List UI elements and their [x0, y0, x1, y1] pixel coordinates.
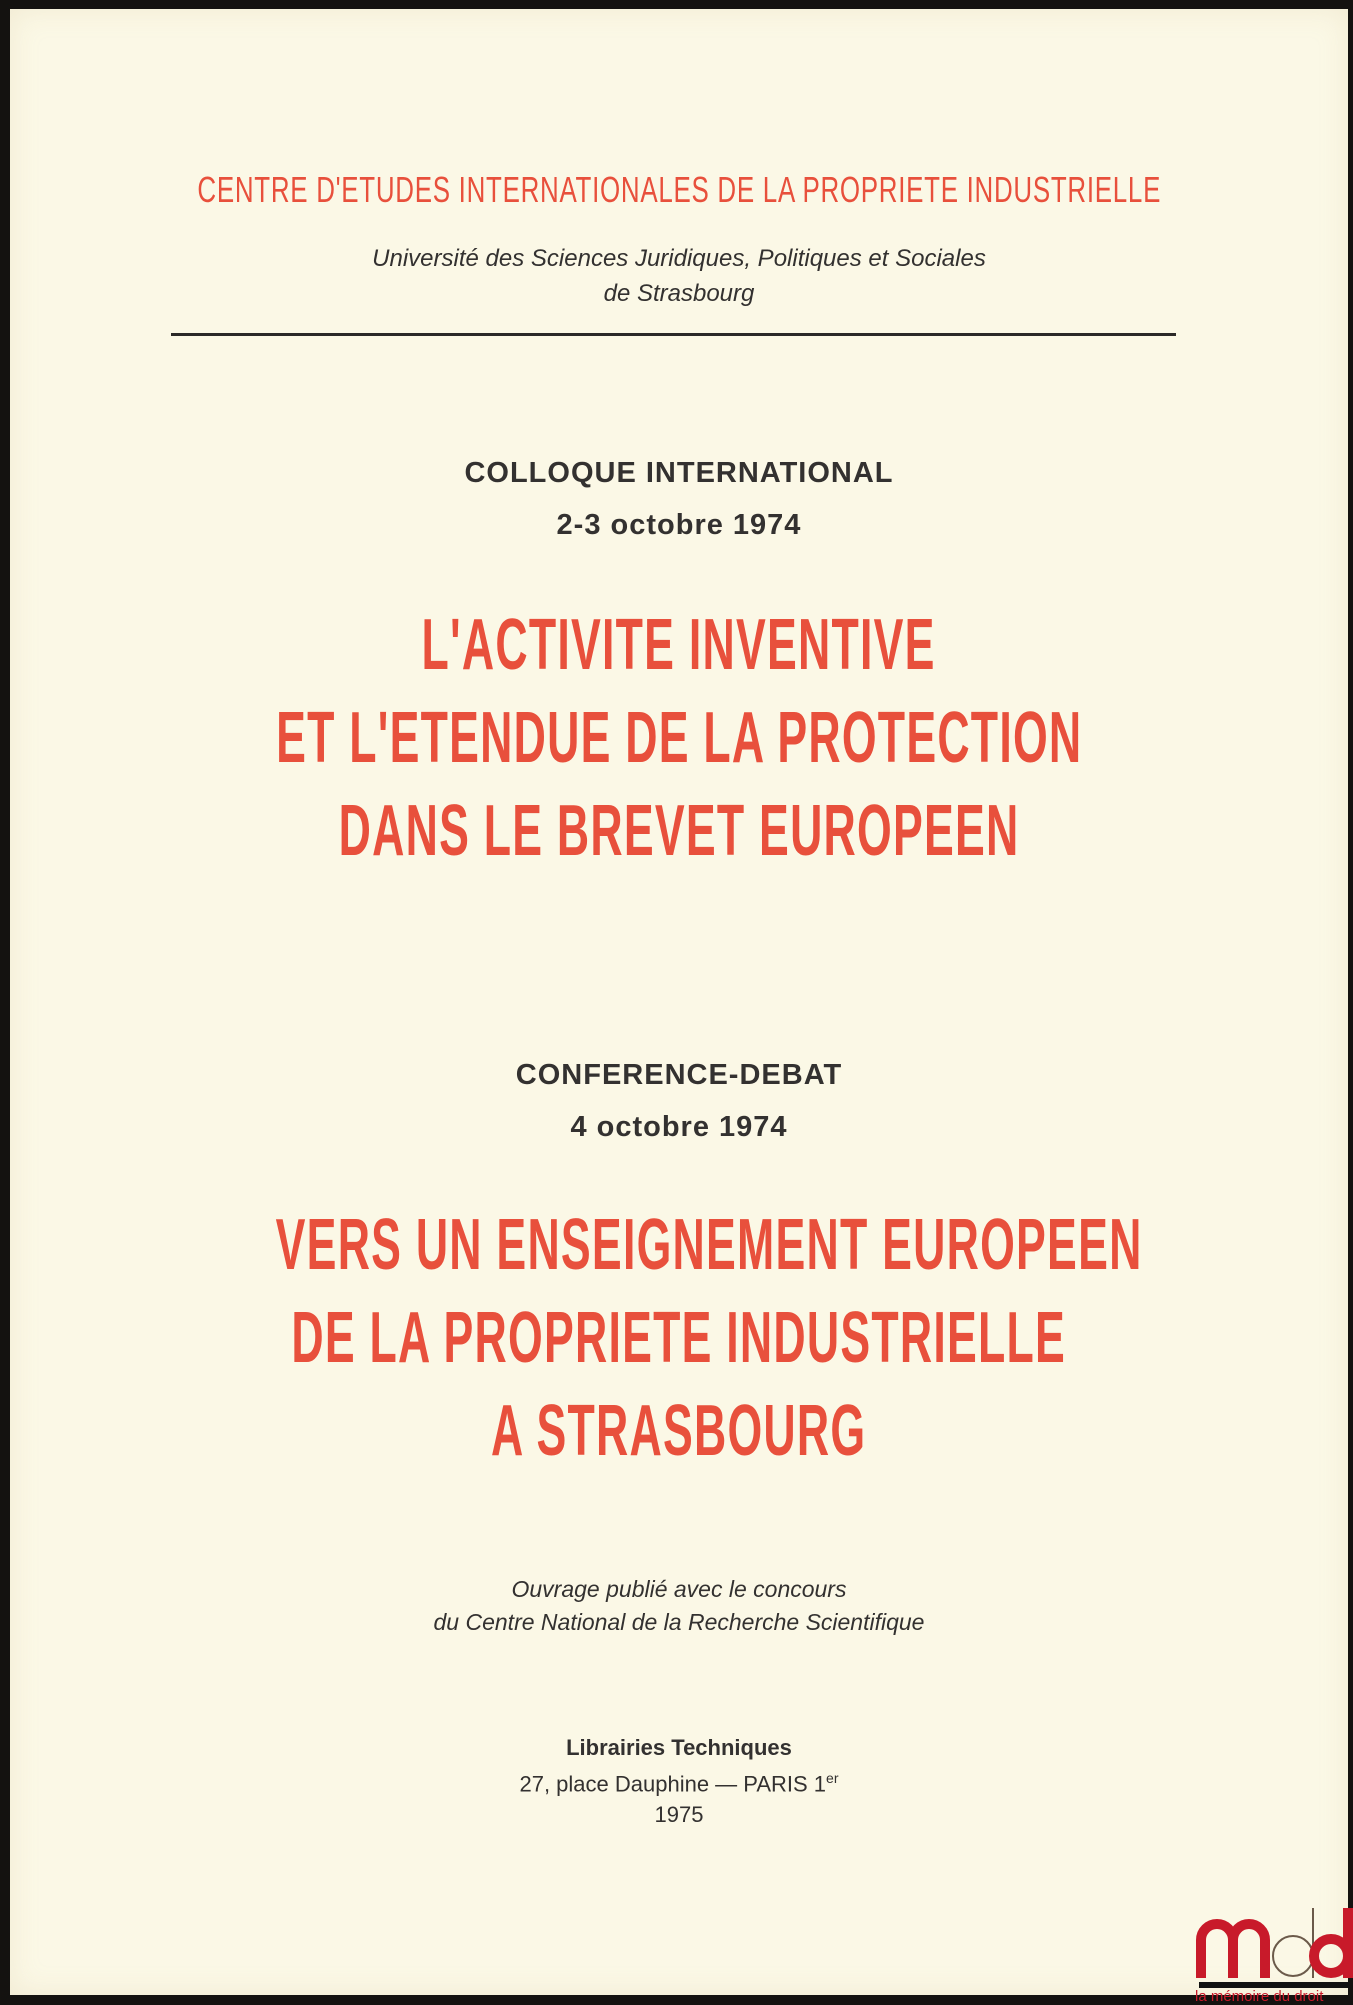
mdd-logo-icon	[1195, 1898, 1353, 1982]
colloque-title-line: DANS LE BREVET EUROPEEN	[338, 791, 1020, 871]
institution-name: CENTRE D'ETUDES INTERNATIONALES DE LA PROPRIETE INDUSTRIELLE	[197, 169, 1162, 210]
mdd-watermark-logo	[1195, 1898, 1353, 2005]
publisher-block	[10, 1732, 1348, 1830]
publication-year: 1975	[654, 1802, 704, 1828]
colloque-title	[10, 599, 1348, 878]
colloque-title-line: L'ACTIVITE INVENTIVE	[421, 605, 937, 685]
colloque-title-line: ET L'ETENDUE DE LA PROTECTION	[275, 698, 1083, 778]
support-line-1: Ouvrage publié avec le concours	[511, 1576, 847, 1602]
conference-title	[10, 1199, 1348, 1478]
conference-title-line: VERS UN ENSEIGNEMENT EUROPEEN	[275, 1205, 1143, 1285]
colloque-label: COLLOQUE INTERNATIONAL	[464, 457, 894, 489]
publisher-address: 27, place Dauphine — PARIS 1er	[519, 1770, 839, 1797]
book-cover	[10, 9, 1348, 1995]
logo-tagline: la mémoire du droit	[1195, 1988, 1324, 2005]
support-note	[10, 1573, 1348, 1639]
conference-heading	[10, 1049, 1348, 1153]
support-line-2: du Centre National de la Recherche Scientifique	[433, 1609, 925, 1635]
colloque-heading	[10, 447, 1348, 551]
conference-label: CONFERENCE-DEBAT	[515, 1059, 843, 1091]
publisher-name: Librairies Techniques	[566, 1735, 792, 1760]
conference-title-line: DE LA PROPRIETE INDUSTRIELLE	[291, 1298, 1067, 1378]
colloque-date: 2-3 octobre 1974	[556, 509, 802, 541]
address-superscript: er	[826, 1770, 839, 1786]
conference-date: 4 octobre 1974	[570, 1111, 788, 1143]
university-line-1: Université des Sciences Juridiques, Politiques et Sociales	[372, 245, 986, 272]
header-divider	[171, 333, 1176, 336]
university-line-2: de Strasbourg	[603, 280, 755, 307]
conference-title-line: A STRASBOURG	[491, 1391, 867, 1471]
university-name	[10, 241, 1348, 311]
